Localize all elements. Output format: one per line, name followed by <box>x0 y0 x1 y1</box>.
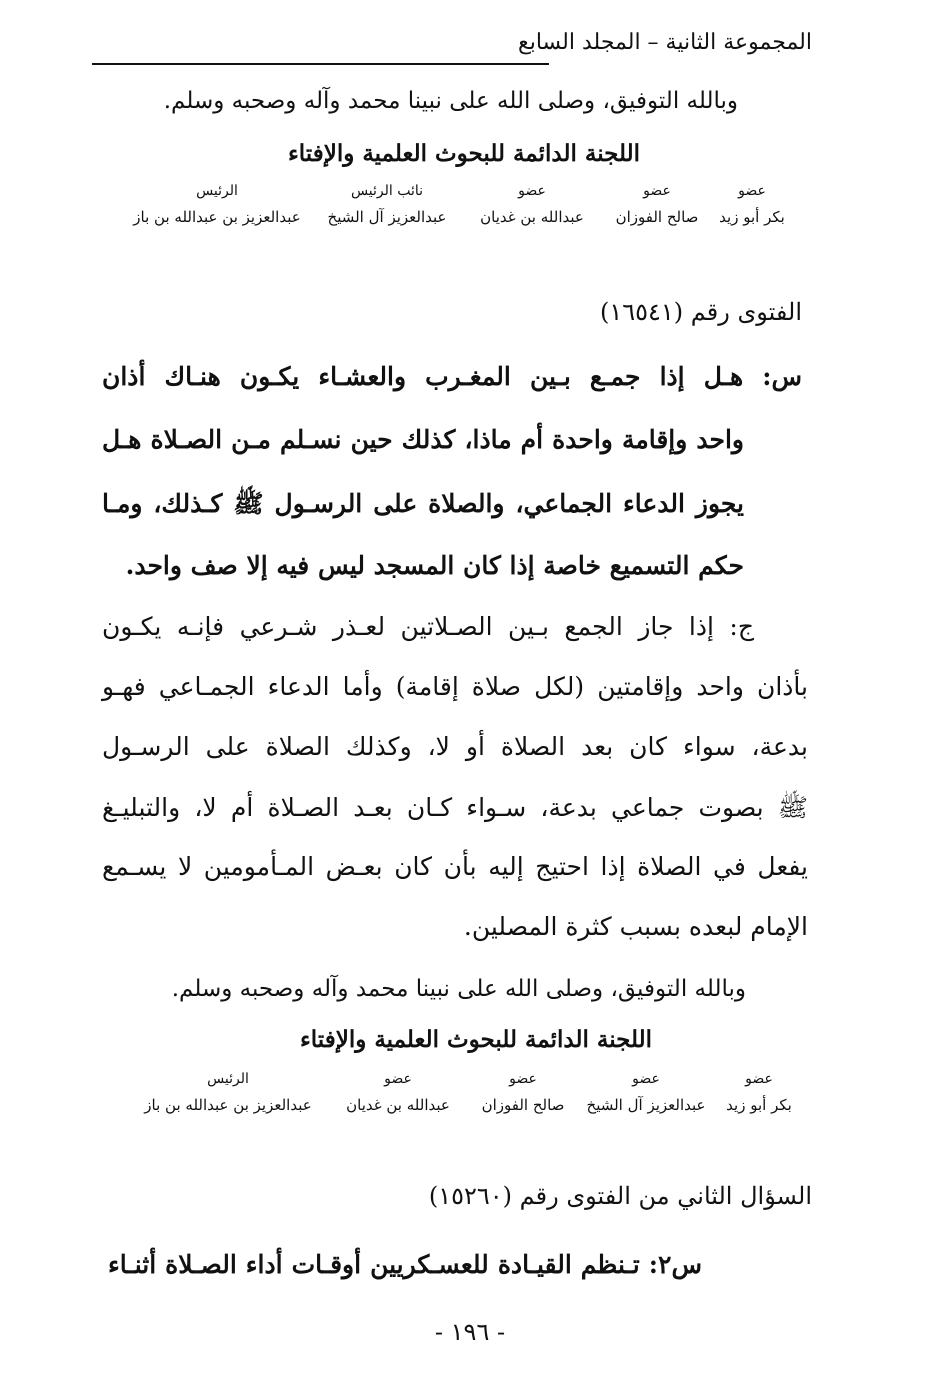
closing-formula: وبالله التوفيق، وصلى الله على نبينا محمد وآله وصحبه وسلم. <box>171 976 746 1002</box>
signatories-table <box>122 180 792 228</box>
page-number: - ١٩٦ - <box>434 1318 506 1346</box>
signatory <box>328 1068 468 1116</box>
signatory-role: عضو <box>384 1071 412 1087</box>
signatory <box>468 1068 578 1116</box>
running-header: المجموعة الثانية – المجلد السابع <box>518 30 812 55</box>
signatory-name: بكر أبو زيد <box>719 208 785 226</box>
signatory <box>462 180 602 228</box>
signatory-role: عضو <box>745 1071 773 1087</box>
signatory-role: الرئيس <box>196 183 238 199</box>
question-line: حكم التسميع خاصة إذا كان المسجد ليس فيه إلا صف واحد. <box>125 551 744 580</box>
signatory <box>578 1068 714 1116</box>
answer-line: الإمام لبعده بسبب كثرة المصلين. <box>463 912 808 941</box>
signatory <box>714 1068 804 1116</box>
signatory-role: عضو <box>509 1071 537 1087</box>
answer-line: بأذان واحد وإقامتين (لكل صلاة إقامة) وأما الدعاء الجمـاعي فهـو <box>102 672 808 701</box>
answer-line: بدعة، سواء كان بعد الصلاة أو لا، وكذلك الصلاة على الرسـول <box>102 732 808 761</box>
signatory-name: بكر أبو زيد <box>726 1096 792 1114</box>
signatory <box>602 180 712 228</box>
closing-formula: وبالله التوفيق، وصلى الله على نبينا محمد وآله وصحبه وسلم. <box>163 88 738 114</box>
committee-name: اللجنة الدائمة للبحوث العلمية والإفتاء <box>299 1026 652 1053</box>
question-line: واحد وإقامة واحدة أم ماذا، كذلك حين نسـلم مـن الصـلاة هـل <box>102 425 744 454</box>
signatory-name: عبدالعزيز آل الشيخ <box>327 208 447 226</box>
signatory <box>128 1068 328 1116</box>
signatory-name: عبدالله بن غديان <box>480 208 584 226</box>
committee-name: اللجنة الدائمة للبحوث العلمية والإفتاء <box>287 140 640 167</box>
signatory-name: عبدالله بن غديان <box>346 1096 450 1114</box>
signatory-name: صالح الفوزان <box>481 1096 565 1114</box>
signatory <box>312 180 462 228</box>
signatory-name: عبدالعزيز بن عبدالله بن باز <box>133 208 301 226</box>
signatory-role: نائب الرئيس <box>350 183 424 199</box>
question-line: س٢: تـنظم القيـادة للعسـكريين أوقـات أداء الصـلاة أثنـاء <box>108 1250 702 1279</box>
signatory-role: عضو <box>518 183 546 199</box>
signatory-name: عبدالعزيز آل الشيخ <box>586 1096 706 1114</box>
signatory-role: عضو <box>738 183 766 199</box>
question-line: س: هـل إذا جمـع بـين المغـرب والعشـاء يكـون هنـاك أذان <box>102 362 802 391</box>
signatory-name: صالح الفوزان <box>615 208 699 226</box>
question-line: يجوز الدعاء الجماعي، والصلاة على الرسـول ﷺ كـذلك، ومـا <box>102 489 744 518</box>
fatwa-number: الفتوى رقم (١٦٥٤١) <box>599 298 802 326</box>
signatory-role: الرئيس <box>207 1071 249 1087</box>
signatory <box>122 180 312 228</box>
answer-line: ﷺ بصوت جماعي بدعة، سـواء كـان بعـد الصـلاة أم لا، والتبليـغ <box>102 793 808 822</box>
answer-line: يفعل في الصلاة إذا احتيج إليه بأن كان بعـض المـأمومين لا يسـمع <box>102 852 808 881</box>
signatory-role: عضو <box>643 183 671 199</box>
fatwa-number: السؤال الثاني من الفتوى رقم (١٥٢٦٠) <box>428 1182 812 1210</box>
header-rule <box>92 63 549 65</box>
answer-line: ج: إذا جاز الجمع بـين الصـلاتين لعـذر شـرعي فإنـه يكـون <box>102 612 754 641</box>
signatory-role: عضو <box>632 1071 660 1087</box>
signatory-name: عبدالعزيز بن عبدالله بن باز <box>144 1096 312 1114</box>
signatories-table <box>128 1068 804 1116</box>
signatory <box>712 180 792 228</box>
